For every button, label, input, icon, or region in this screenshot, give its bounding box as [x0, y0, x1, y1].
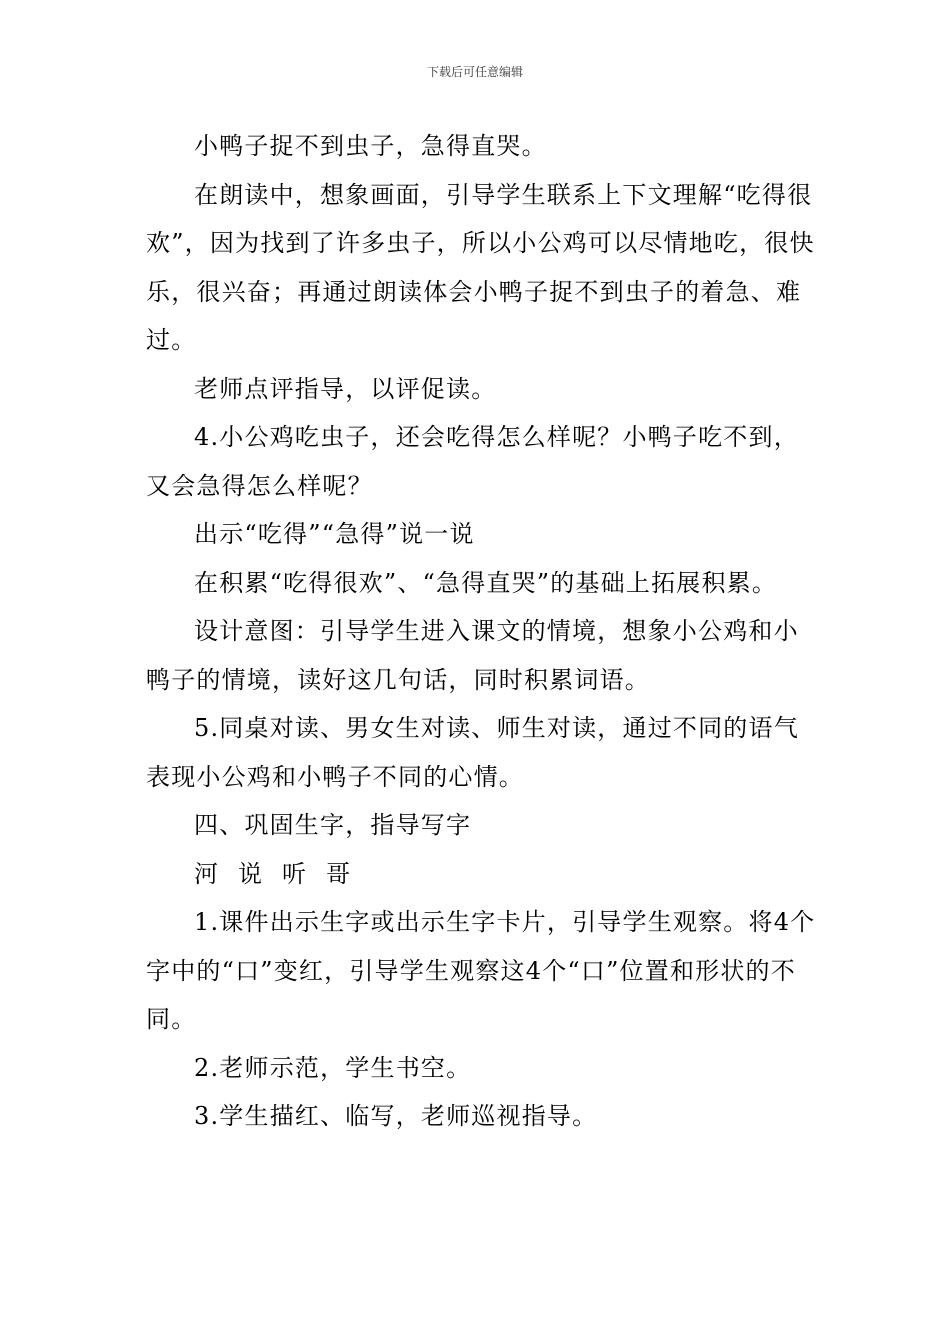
paragraph-teacher-comment: 老师点评指导，以评促读。 [194, 374, 497, 403]
paragraph-step-3: 3.学生描红、临写，老师巡视指导。 [194, 1102, 598, 1130]
paragraph-step-4: 4.小公鸡吃虫子，还会吃得怎么样呢？小鸭子吃不到，又会急得怎么样呢？ [146, 423, 799, 500]
page-header-note: 下载后可任意编辑 [426, 65, 523, 79]
paragraph-character-list: 河 说 听 哥 [194, 859, 352, 888]
paragraph-step-2: 2.老师示范，学生书空。 [194, 1053, 472, 1082]
paragraph-step-1: 1.课件出示生字或出示生字卡片，引导学生观察。将4个字中的“口”变红，引导学生观察这4个“口”位置和形状的不同。 [146, 908, 816, 1033]
paragraph-expand-accumulation: 在积累“吃得很欢”、“急得直哭”的基础上拓展积累。 [194, 568, 778, 597]
paragraph-duckling-cannot-catch: 小鸭子捉不到虫子，急得直哭。 [194, 132, 547, 160]
paragraph-show-phrases: 出示“吃得”“急得”说一说 [194, 520, 475, 548]
paragraph-design-intent: 设计意图：引导学生进入课文的情境，想象小公鸡和小鸭子的情境，读好这几句话，同时积累词语。 [146, 617, 799, 694]
section-heading-characters: 四、巩固生字，指导写字 [194, 811, 472, 839]
paragraph-reading-imagination: 在朗读中，想象画面，引导学生联系上下文理解“吃得很欢”，因为找到了许多虫子，所以小公鸡可以尽情地吃，很快乐，很兴奋；再通过朗读体会小鸭子捉不到虫子的着急、难过。 [146, 180, 815, 354]
document-body [146, 122, 818, 1141]
paragraph-step-5: 5.同桌对读、男女生对读、师生对读，通过不同的语气表现小公鸡和小鸭子不同的心情。 [146, 714, 799, 791]
